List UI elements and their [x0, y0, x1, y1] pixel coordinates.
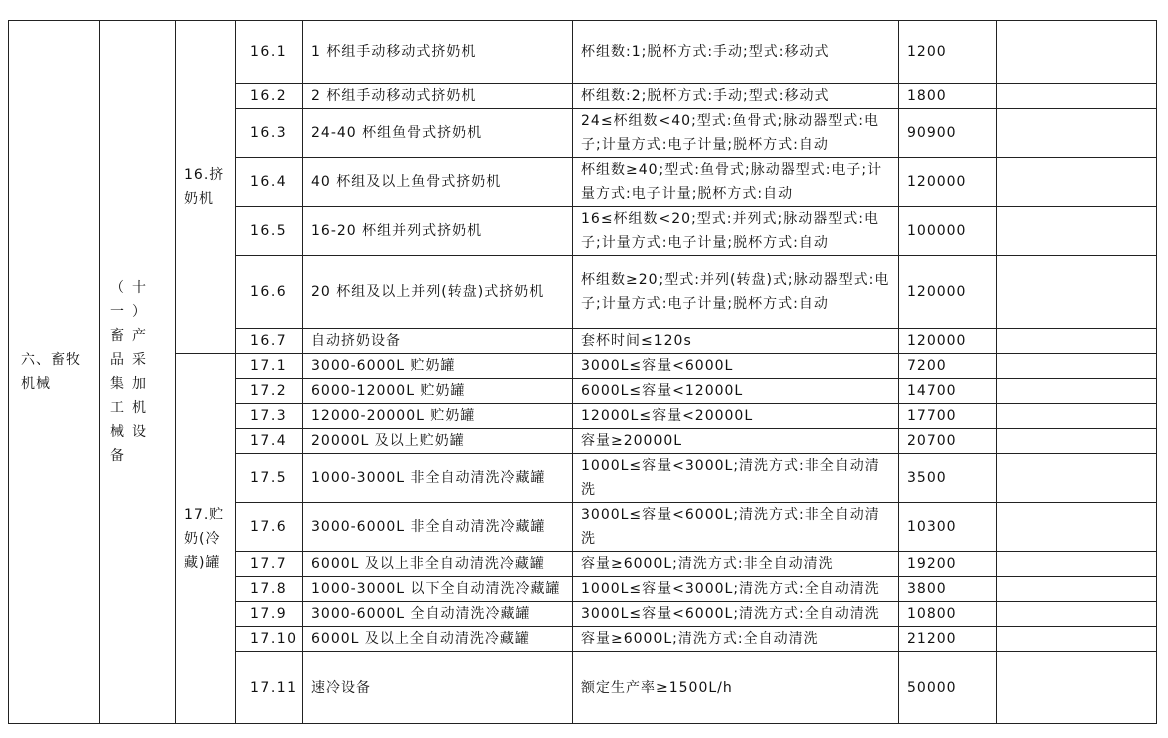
subsidy-table	[8, 20, 1157, 724]
item-amount: 10300	[899, 503, 997, 552]
item-name: 1000-3000L 非全自动清洗冷藏罐	[303, 454, 573, 503]
item-code: 16.5	[236, 207, 303, 256]
item-name: 16-20 杯组并列式挤奶机	[303, 207, 573, 256]
item-code: 16.7	[236, 329, 303, 354]
item-name: 24-40 杯组鱼骨式挤奶机	[303, 109, 573, 158]
empty-cell	[997, 84, 1157, 109]
item-name: 6000L 及以上非全自动清洗冷藏罐	[303, 552, 573, 577]
item-spec: 容量≥20000L	[573, 429, 899, 454]
table-body	[9, 21, 1157, 724]
item-spec: 容量≥6000L;清洗方式:全自动清洗	[573, 627, 899, 652]
item-code: 17.2	[236, 379, 303, 404]
item-amount: 21200	[899, 627, 997, 652]
item-spec: 套杯时间≤120s	[573, 329, 899, 354]
empty-cell	[997, 552, 1157, 577]
item-amount: 50000	[899, 652, 997, 724]
item-amount: 10800	[899, 602, 997, 627]
item-name: 12000-20000L 贮奶罐	[303, 404, 573, 429]
item-code: 16.1	[236, 21, 303, 84]
item-code: 17.9	[236, 602, 303, 627]
item-amount: 100000	[899, 207, 997, 256]
item-spec: 杯组数≥40;型式:鱼骨式;脉动器型式:电子;计量方式:电子计量;脱杯方式:自动	[573, 158, 899, 207]
item-spec: 1000L≤容量<3000L;清洗方式:全自动清洗	[573, 577, 899, 602]
empty-cell	[997, 652, 1157, 724]
item-spec: 12000L≤容量<20000L	[573, 404, 899, 429]
empty-cell	[997, 577, 1157, 602]
item-amount: 17700	[899, 404, 997, 429]
item-name: 3000-6000L 全自动清洗冷藏罐	[303, 602, 573, 627]
item-amount: 90900	[899, 109, 997, 158]
item-amount: 14700	[899, 379, 997, 404]
item-code: 17.7	[236, 552, 303, 577]
item-name: 2 杯组手动移动式挤奶机	[303, 84, 573, 109]
empty-cell	[997, 602, 1157, 627]
subcategory-cell: （十一）畜产品采集加工机械设备	[100, 21, 176, 724]
item-code: 17.6	[236, 503, 303, 552]
item-spec: 6000L≤容量<12000L	[573, 379, 899, 404]
item-spec: 容量≥6000L;清洗方式:非全自动清洗	[573, 552, 899, 577]
table-row	[9, 21, 1157, 84]
item-amount: 120000	[899, 329, 997, 354]
group-name-cell: 17.贮奶(冷藏)罐	[176, 354, 236, 724]
category-cell: 六、畜牧机械	[9, 21, 100, 724]
empty-cell	[997, 207, 1157, 256]
empty-cell	[997, 158, 1157, 207]
item-spec: 3000L≤容量<6000L	[573, 354, 899, 379]
item-spec: 杯组数:2;脱杯方式:手动;型式:移动式	[573, 84, 899, 109]
item-code: 17.5	[236, 454, 303, 503]
item-code: 16.3	[236, 109, 303, 158]
item-code: 16.2	[236, 84, 303, 109]
empty-cell	[997, 429, 1157, 454]
empty-cell	[997, 109, 1157, 158]
empty-cell	[997, 256, 1157, 329]
item-code: 17.3	[236, 404, 303, 429]
item-spec: 杯组数≥20;型式:并列(转盘)式;脉动器型式:电子;计量方式:电子计量;脱杯方式:自动	[573, 256, 899, 329]
group-name-cell: 16.挤奶机	[176, 21, 236, 354]
item-name: 3000-6000L 贮奶罐	[303, 354, 573, 379]
item-name: 20000L 及以上贮奶罐	[303, 429, 573, 454]
item-code: 16.4	[236, 158, 303, 207]
item-spec: 24≤杯组数<40;型式:鱼骨式;脉动器型式:电子;计量方式:电子计量;脱杯方式:自动	[573, 109, 899, 158]
item-spec: 16≤杯组数<20;型式:并列式;脉动器型式:电子;计量方式:电子计量;脱杯方式:自动	[573, 207, 899, 256]
item-name: 3000-6000L 非全自动清洗冷藏罐	[303, 503, 573, 552]
item-code: 17.1	[236, 354, 303, 379]
item-code: 17.10	[236, 627, 303, 652]
item-name: 6000-12000L 贮奶罐	[303, 379, 573, 404]
item-name: 1 杯组手动移动式挤奶机	[303, 21, 573, 84]
item-spec: 3000L≤容量<6000L;清洗方式:非全自动清洗	[573, 503, 899, 552]
item-spec: 1000L≤容量<3000L;清洗方式:非全自动清洗	[573, 454, 899, 503]
item-amount: 7200	[899, 354, 997, 379]
item-name: 自动挤奶设备	[303, 329, 573, 354]
empty-cell	[997, 329, 1157, 354]
item-name: 速冷设备	[303, 652, 573, 724]
item-amount: 3500	[899, 454, 997, 503]
item-amount: 3800	[899, 577, 997, 602]
item-spec: 额定生产率≥1500L/h	[573, 652, 899, 724]
item-code: 17.8	[236, 577, 303, 602]
item-amount: 20700	[899, 429, 997, 454]
item-amount: 19200	[899, 552, 997, 577]
empty-cell	[997, 404, 1157, 429]
item-code: 17.11	[236, 652, 303, 724]
empty-cell	[997, 503, 1157, 552]
empty-cell	[997, 21, 1157, 84]
item-amount: 1200	[899, 21, 997, 84]
empty-cell	[997, 627, 1157, 652]
item-spec: 3000L≤容量<6000L;清洗方式:全自动清洗	[573, 602, 899, 627]
table-row	[9, 354, 1157, 379]
item-name: 20 杯组及以上并列(转盘)式挤奶机	[303, 256, 573, 329]
item-code: 17.4	[236, 429, 303, 454]
item-amount: 120000	[899, 256, 997, 329]
item-name: 40 杯组及以上鱼骨式挤奶机	[303, 158, 573, 207]
empty-cell	[997, 454, 1157, 503]
empty-cell	[997, 354, 1157, 379]
item-code: 16.6	[236, 256, 303, 329]
empty-cell	[997, 379, 1157, 404]
item-spec: 杯组数:1;脱杯方式:手动;型式:移动式	[573, 21, 899, 84]
item-name: 6000L 及以上全自动清洗冷藏罐	[303, 627, 573, 652]
item-amount: 120000	[899, 158, 997, 207]
item-amount: 1800	[899, 84, 997, 109]
item-name: 1000-3000L 以下全自动清洗冷藏罐	[303, 577, 573, 602]
